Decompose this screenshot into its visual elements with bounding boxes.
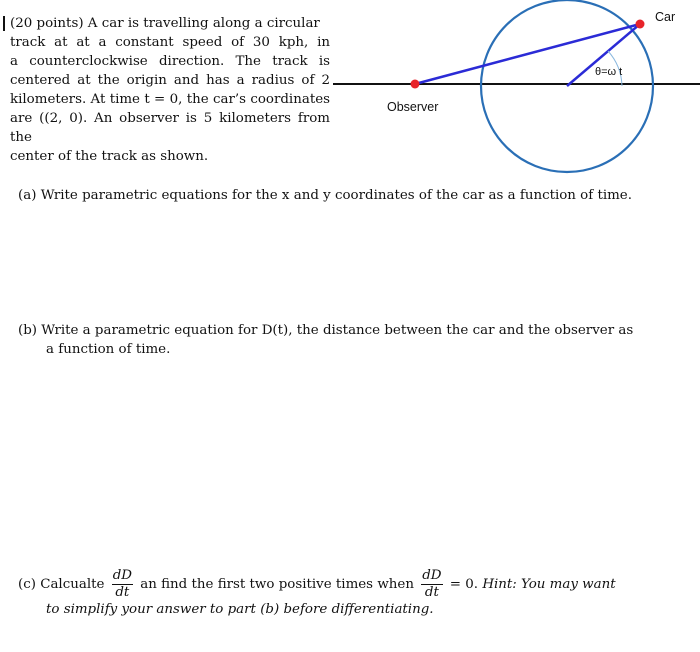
car-label: Car [655,10,676,24]
part-c-prefix: (c) Calcualte [18,577,105,592]
part-c-hint: Hint: You may want [482,577,616,592]
question-part-a: (a) Write parametric equations for the x and y coordinates of the car as a function of time. [18,188,632,203]
fraction-dD-dt [112,568,133,601]
part-b-line1: (b) Write a parametric equation for D(t), the distance between the car and the observer as [18,323,634,338]
intro-line: center of the track as shown. [10,149,209,164]
fraction-denominator: dt [424,585,439,600]
part-c-line1 [18,568,688,601]
intro-line: a counterclockwise direction. The track is [10,54,330,69]
part-b-line2: a function of time. [46,342,171,357]
intro-line: track at at a constant speed of 30 kph, in [10,35,330,50]
fraction-denominator: dt [115,585,130,600]
part-c-mid: an find the first two positive times when [140,577,414,592]
intro-line: kilometers. At time t = 0, the car’s coordinates [10,92,330,107]
intro-line: are ((2, 0). An observer is 5 kilometers from the [10,111,330,145]
angle-label: θ=ω t [595,66,623,78]
problem-intro [10,14,330,166]
observer-point [411,80,420,89]
track-diagram [330,0,700,190]
part-c-line2: to simplify your answer to part (b) before differentiating. [46,602,434,617]
fraction-numerator: dD [422,568,442,583]
observer-label: Observer [387,100,439,114]
question-part-c [18,568,688,619]
car-point [636,20,645,29]
question-part-b [18,321,678,359]
intro-line: centered at the origin and has a radius of 2 [10,73,330,88]
margin-bracket [3,16,5,31]
intro-line: (20 points) A car is travelling along a circular [10,16,320,31]
fraction-dD-dt [421,568,442,601]
fraction-numerator: dD [112,568,132,583]
part-c-suffix: = 0. [449,577,479,592]
